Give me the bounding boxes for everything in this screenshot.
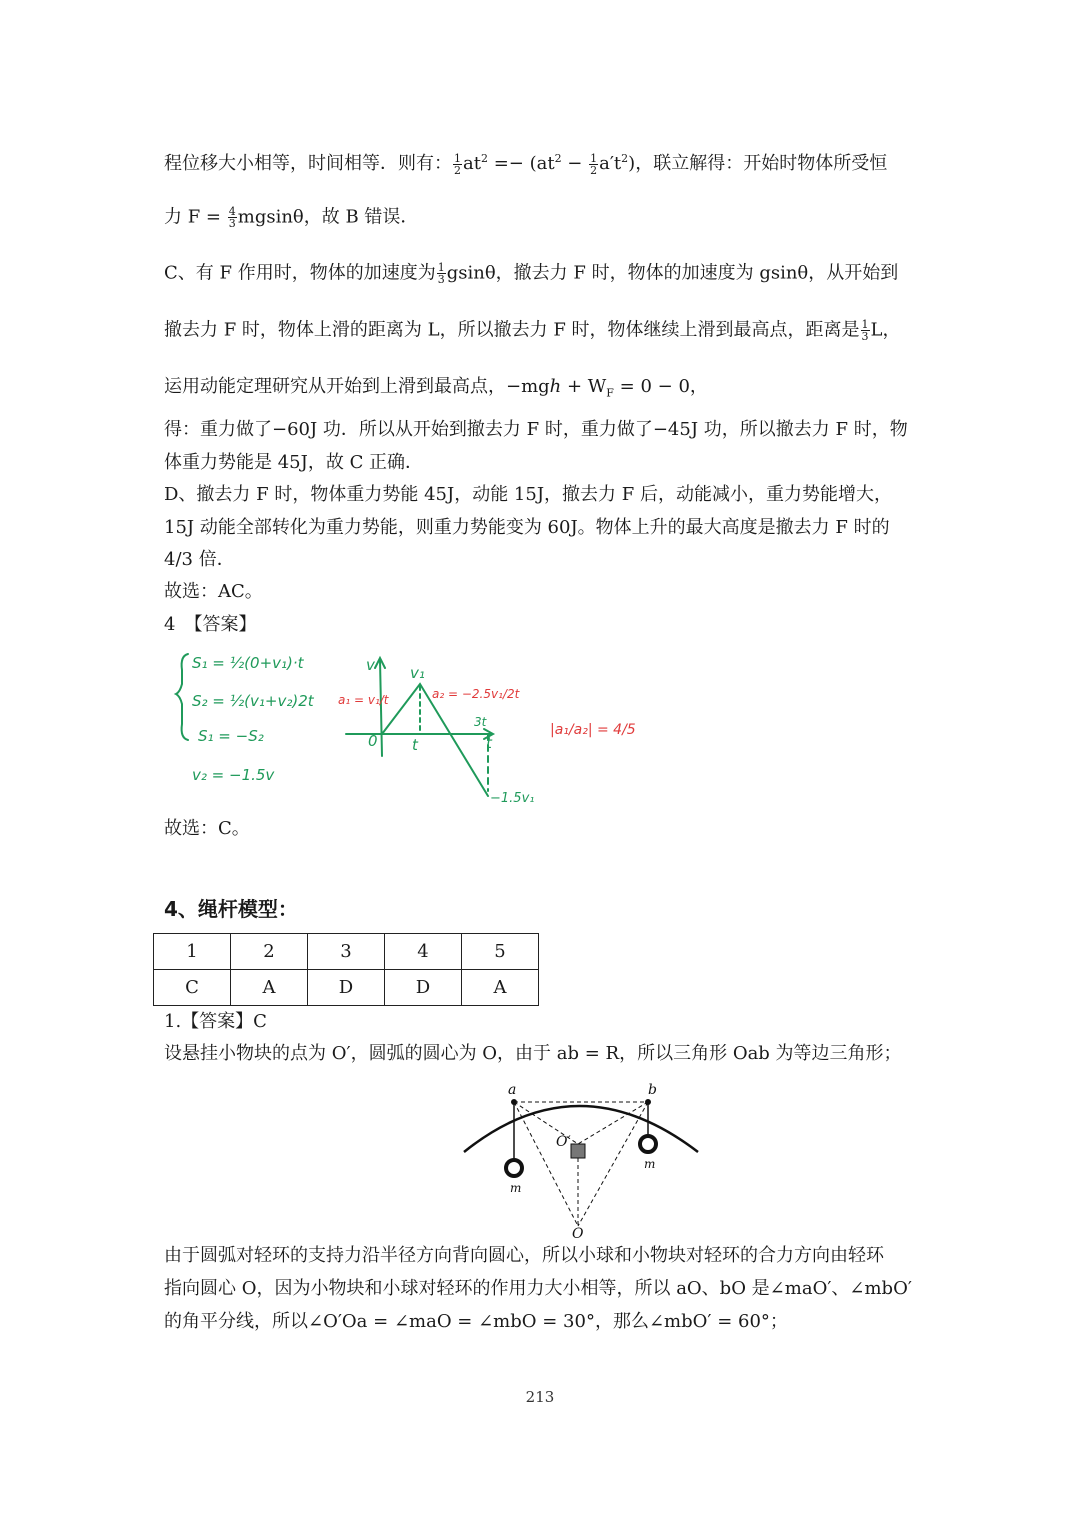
text-line-11: 故选：AC。: [164, 581, 263, 602]
t-tick-label: t: [412, 736, 418, 754]
axis-t-label: t: [486, 734, 492, 752]
label-m-left: m: [510, 1181, 522, 1195]
axis-v-label: v: [366, 656, 375, 674]
ring-ball-left: [506, 1160, 522, 1176]
text-line-9: 15J 动能全部转化为重力势能，则重力势能变为 60J。物体上升的最大高度是撤去力 F 时的: [164, 517, 890, 538]
eq4: v₂ = −1.5v: [192, 766, 275, 784]
block: [571, 1144, 585, 1158]
a1-label: a₁ = v₁/t: [338, 693, 389, 707]
table-cell: 1: [154, 934, 231, 970]
text-line-6: 得：重力做了−60J 功．所以从开始到撤去力 F 时，重力做了−45J 功，所以撤去力 F 时，物: [164, 419, 908, 440]
page-number: 213: [525, 1388, 555, 1406]
text-line-4: 撤去力 F 时，物体上滑的距离为 L，所以撤去力 F 时，物体继续上滑到最高点，距离是 $\frac{1}{3}$ L，: [164, 318, 901, 343]
peak-label: v₁: [410, 664, 425, 682]
answer-table: [153, 933, 539, 1006]
table-cell: C: [154, 970, 231, 1006]
text-line-5: 运用动能定理研究从开始到上滑到最高点，$-mgh + W_F = 0 - 0$，: [164, 376, 708, 400]
section-heading: 4、绳杆模型：: [164, 897, 298, 921]
v-end-label: −1.5v₁: [490, 791, 535, 806]
origin-label: 0: [368, 732, 378, 750]
text-line-14: 1.【答案】C: [164, 1011, 267, 1032]
label-m-right: m: [644, 1157, 656, 1171]
eq3: S₁ = −S₂: [198, 727, 264, 745]
table-cell: A: [231, 970, 308, 1006]
table-row: [154, 970, 539, 1006]
ratio-label: |a₁/a₂| = 4/5: [550, 722, 636, 738]
table-cell: 5: [462, 934, 539, 970]
table-row: [154, 934, 539, 970]
table-cell: D: [308, 970, 385, 1006]
table-cell: 3: [308, 934, 385, 970]
line-a-O: [514, 1102, 578, 1226]
text-line-1: 程位移大小相等，时间相等．则有： $\frac{1}{2}$ $at^2 =- (at^2$ − $\frac{1}{2}$ $a't^2$)，联立解得：开始时物体所受恒: [164, 151, 888, 177]
eq2: S₂ = ½(v₁+v₂)2t: [192, 692, 314, 710]
a2-label: a₂ = −2.5v₁/2t: [432, 687, 520, 701]
table-cell: 4: [385, 934, 462, 970]
text-line-13: 故选：C。: [164, 818, 250, 839]
point-a: [511, 1099, 517, 1105]
text-line-15: 设悬挂小物块的点为 O′，圆弧的圆心为 O，由于 ab = R，所以三角形 Oab 为等边三角形；: [164, 1043, 902, 1064]
handwritten-solution: [170, 646, 650, 806]
text-line-12: 4 【答案】: [164, 614, 257, 635]
text-line-10: 4/3 倍．: [164, 549, 235, 570]
text-line-7: 体重力势能是 45J，故 C 正确．: [164, 452, 424, 473]
ring-ball-right: [640, 1136, 656, 1152]
text-line-3: C、有 F 作用时，物体的加速度为 $\frac{1}{3}$ gsinθ，撤去力 F 时，物体的加速度为 gsinθ，从开始到: [164, 261, 899, 286]
eq1: S₁ = ½(0+v₁)·t: [192, 654, 304, 672]
text-line-16: 由于圆弧对轻环的支持力沿半径方向背向圆心，所以小球和小物块对轻环的合力方向由轻环: [164, 1245, 884, 1266]
label-a: a: [508, 1082, 517, 1098]
text-line-8: D、撤去力 F 时，物体重力势能 45J，动能 15J，撤去力 F 后，动能减小，重力势能增大，: [164, 484, 892, 505]
table-cell: A: [462, 970, 539, 1006]
point-b: [645, 1099, 651, 1105]
label-o-prime: O′: [556, 1134, 571, 1150]
text-line-17: 指向圆心 O，因为小物块和小球对轻环的作用力大小相等，所以 aO、bO 是∠maO′、∠mbO′: [164, 1278, 912, 1299]
table-cell: D: [385, 970, 462, 1006]
text-line-2: 力 F = $\frac{4}{3}$ mgsinθ，故 B 错误．: [164, 205, 419, 230]
label-b: b: [648, 1082, 657, 1098]
label-o: O: [572, 1226, 584, 1240]
brace: [176, 654, 188, 740]
line-b-Oprime: [578, 1102, 648, 1144]
ring-arc-figure: [458, 1080, 708, 1240]
line-b-O: [578, 1102, 648, 1226]
table-cell: 2: [231, 934, 308, 970]
text-line-18: 的角平分线，所以∠O′Oa = ∠maO = ∠mbO = 30°，那么∠mbO′ = 60°；: [164, 1311, 788, 1332]
v-axis: [380, 660, 382, 756]
t3-tick-label: 3t: [474, 715, 487, 729]
